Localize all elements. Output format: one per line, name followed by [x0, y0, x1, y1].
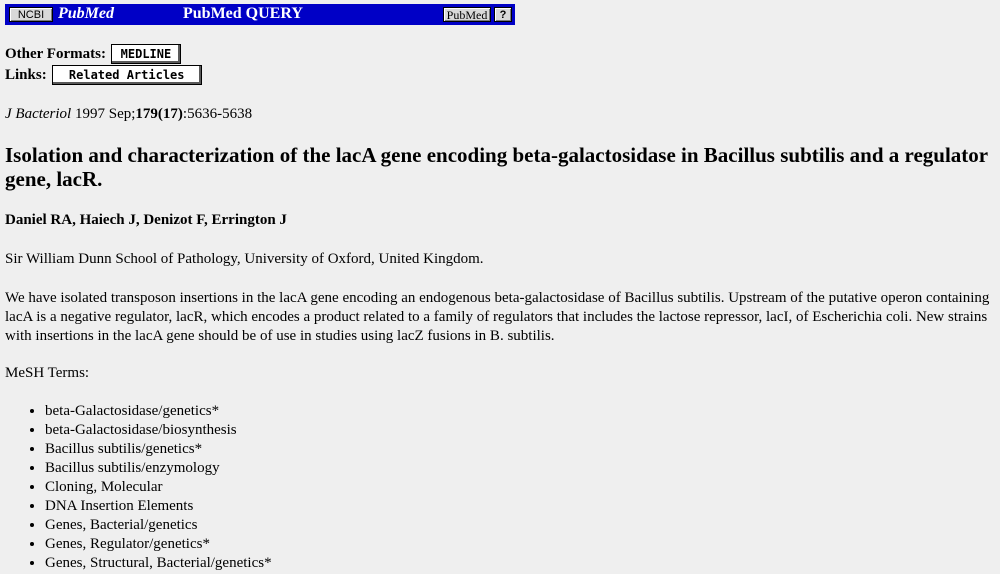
mesh-term: • Cloning, Molecular — [45, 478, 272, 497]
affiliation: Sir William Dunn School of Pathology, University of Oxford, United Kingdom. — [5, 251, 484, 267]
abstract: We have isolated transposon insertions in the lacA gene encoding an endogenous beta-galactosidase of Bacillus subtilis. Upstream of the putative operon containing lacA is a negative regulator, lacR, which encodes a product related to a family of regulators that includes the lactose repressor, lacI, of Escherichia coli. New strains with insertions in the lacA gene should be of use in studies using lacZ fusions in B. subtilis. — [5, 290, 990, 344]
other-formats-label: Other Formats: — [5, 45, 106, 62]
ncbi-button[interactable]: NCBI — [9, 7, 53, 22]
pages: :5636-5638 — [182, 106, 253, 122]
volume: 179 — [135, 106, 158, 122]
pubmed-banner — [5, 4, 515, 25]
mesh-term: • DNA Insertion Elements — [45, 497, 272, 516]
pubmed-brand: PubMed — [58, 5, 114, 22]
help-button[interactable]: ? — [494, 7, 512, 22]
journal-name: J Bacteriol — [5, 106, 72, 122]
mesh-terms-list — [0, 402, 272, 573]
publication-date: 1997 Sep; — [71, 106, 136, 122]
links-row — [5, 65, 202, 85]
mesh-term: • Genes, Regulator/genetics* — [45, 535, 272, 554]
mesh-heading: MeSH Terms: — [5, 365, 90, 381]
authors: Daniel RA, Haiech J, Denizot F, Errington J — [5, 212, 287, 228]
related-articles-button[interactable]: Related Articles — [52, 65, 202, 85]
pubmed-button[interactable]: PubMed — [443, 7, 491, 22]
other-formats-row — [5, 44, 181, 64]
article-title: Isolation and characterization of the lacA gene encoding beta-galactosidase in Bacillus subtilis and a regulator gene, lacR. — [5, 143, 988, 191]
issue: (17) — [157, 106, 183, 122]
medline-button[interactable]: MEDLINE — [111, 44, 181, 64]
mesh-term: • Bacillus subtilis/genetics* — [45, 440, 272, 459]
mesh-term: • Bacillus subtilis/enzymology — [45, 459, 272, 478]
page-title: PubMed QUERY — [183, 5, 303, 22]
mesh-term: • Genes, Bacterial/genetics — [45, 516, 272, 535]
mesh-term: • beta-Galactosidase/genetics* — [45, 402, 272, 421]
citation — [5, 106, 252, 123]
links-label: Links: — [5, 66, 47, 83]
mesh-term: • beta-Galactosidase/biosynthesis — [45, 421, 272, 440]
mesh-term: • Genes, Structural, Bacterial/genetics* — [45, 554, 272, 573]
